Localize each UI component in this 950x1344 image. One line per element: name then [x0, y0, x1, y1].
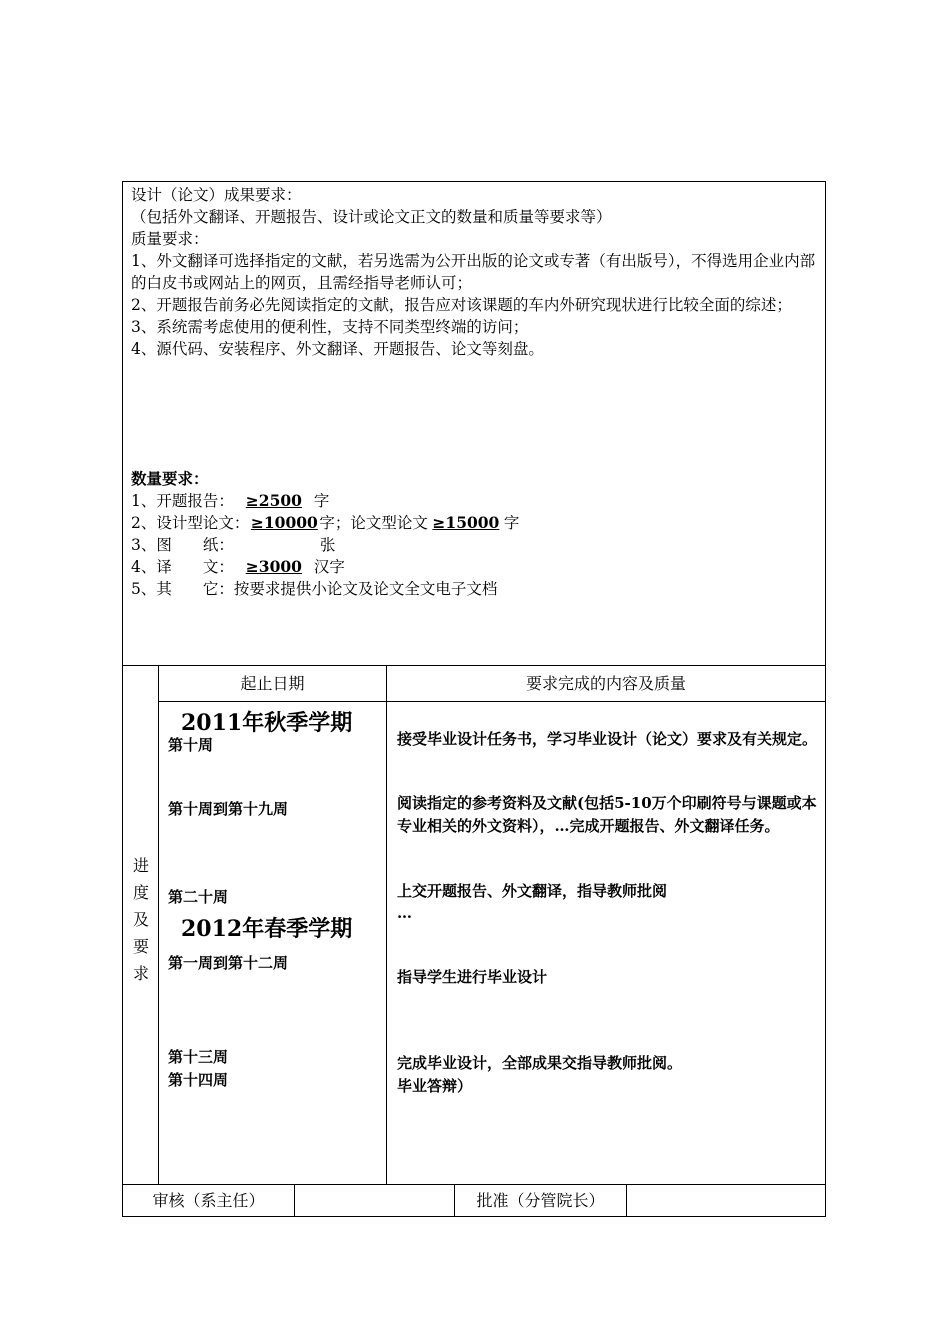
quality-title: 质量要求：	[131, 230, 209, 248]
quality-item: 3、系统需考虑使用的便利性，支持不同类型终端的访问；	[131, 318, 529, 336]
quality-item: 4、源代码、安装程序、外文翻译、开题报告、论文等刻盘。	[131, 340, 544, 358]
translation-word-count: ≥3000	[245, 557, 302, 576]
date-entry: 第十周到第十九周	[168, 800, 289, 818]
task-content: 指导学生进行毕业设计	[397, 968, 548, 986]
content-column	[387, 702, 825, 1184]
requirements-heading: 设计（论文）成果要求：	[131, 186, 302, 204]
quantity-item-translation: 4、译 文： ≥3000 汉字	[131, 557, 345, 576]
quantity-title: 数量要求：	[131, 469, 209, 488]
requirements-section	[123, 182, 825, 666]
approve-signature-field[interactable]	[627, 1185, 825, 1217]
research-thesis-word-count: ≥15000	[432, 513, 500, 532]
side-char: 求	[132, 964, 149, 983]
quantity-item-thesis: 2、设计型论文：≥10000字；论文型论文 ≥15000 字	[131, 513, 520, 532]
progress-side-column	[123, 666, 159, 1184]
review-label: 审核（系主任）	[123, 1185, 295, 1217]
semester-title: 2011年秋季学期	[181, 710, 353, 736]
quality-item: 1、外文翻译可选择指定的文献，若另选需为公开出版的论文或专著（有出版号），不得选用企业内部的白皮书或网站上的网页，且需经指导老师认可；	[131, 252, 816, 292]
approval-row	[123, 1184, 825, 1216]
task-content: 毕业答辩）	[397, 1077, 473, 1095]
approve-label: 批准（分管院长）	[455, 1185, 627, 1217]
date-entry: 第二十周	[168, 888, 229, 906]
progress-side-label	[123, 852, 159, 987]
date-entry: 第一周到第十二周	[168, 954, 289, 972]
quantity-item-report: 1、开题报告： ≥2500 字	[131, 491, 330, 510]
column-header-content: 要求完成的内容及质量	[525, 674, 686, 693]
task-form-table	[122, 181, 826, 1217]
requirements-note: （包括外文翻译、开题报告、设计或论文正文的数量和质量等要求等）	[131, 208, 612, 226]
task-content: 接受毕业设计任务书，学习毕业设计（论文）要求及有关规定。	[397, 730, 818, 748]
quantity-item-drawings: 3、图 纸： 张	[131, 536, 336, 554]
review-signature-field[interactable]	[295, 1185, 455, 1217]
side-char: 度	[132, 883, 149, 902]
date-entry: 第十周	[168, 736, 214, 754]
task-content: 上交开题报告、外文翻译，指导教师批阅	[397, 882, 668, 900]
task-content: 完成毕业设计，全部成果交指导教师批阅。	[397, 1054, 683, 1072]
progress-header-row	[159, 666, 825, 702]
side-char: 进	[132, 856, 149, 875]
design-thesis-word-count: ≥10000	[250, 513, 318, 532]
date-entry: 第十三周	[168, 1048, 229, 1066]
drawing-count-blank	[234, 534, 320, 556]
task-content: 阅读指定的参考资料及文献(包括5-10万个印刷符号与课题或本专业相关的外文资料），…完成开题报告、外文翻译任务。	[397, 794, 817, 835]
semester-title: 2012年春季学期	[181, 916, 353, 942]
side-char: 及	[132, 910, 149, 929]
report-word-count: ≥2500	[245, 491, 302, 510]
column-header-dates: 起止日期	[159, 666, 387, 701]
quality-item: 2、开题报告前务必先阅读指定的文献，报告应对该课题的车内外研究现状进行比较全面的综述；	[131, 296, 792, 314]
date-entry: 第十四周	[168, 1071, 229, 1089]
side-char: 要	[132, 937, 149, 956]
quantity-item-other: 5、其 它：按要求提供小论文及论文全文电子文档	[131, 580, 498, 598]
task-content: …	[397, 904, 412, 922]
dates-column	[159, 702, 387, 1184]
progress-section	[123, 666, 825, 1184]
